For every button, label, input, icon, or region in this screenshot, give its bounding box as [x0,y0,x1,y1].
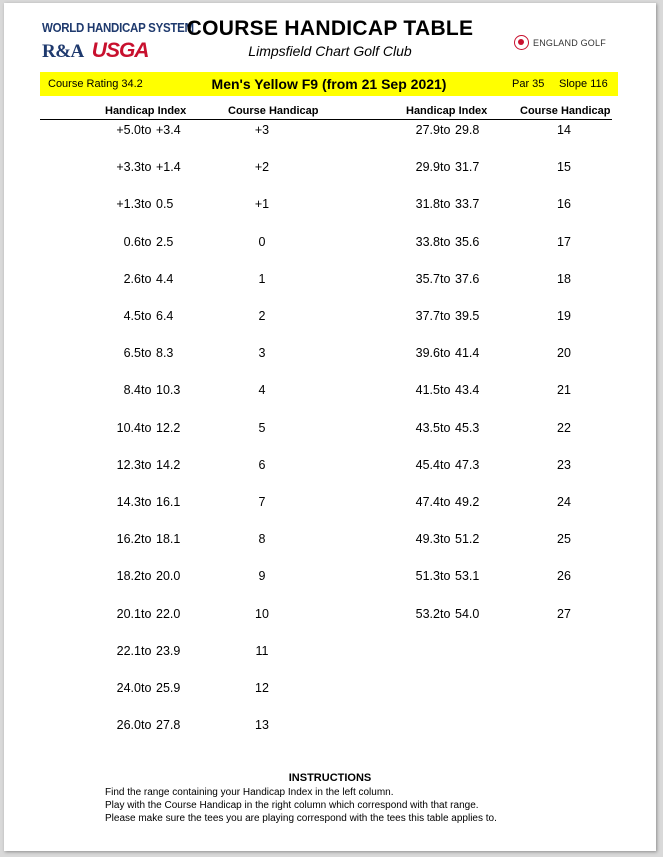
range-to-word: to [440,123,451,137]
range-from: 43.5 [415,420,440,435]
range-from: 10.4 [116,420,141,435]
range-to-word: to [440,197,451,212]
course-handicap-value: 13 [255,718,269,733]
tee-name: Men's Yellow F9 (from 21 Sep 2021) [211,76,447,92]
range-to: 14.2 [156,457,181,472]
range-from: +5.0 [116,123,141,137]
range-to-word: to [141,271,152,286]
course-handicap-value: 12 [255,681,269,695]
range-to-word: to [141,123,152,137]
range-to-word: to [440,234,451,249]
course-handicap-value: 22 [557,420,571,435]
range-to: +1.4 [156,160,181,175]
instructions-text [105,786,497,825]
range-from: 18.2 [116,569,141,584]
range-to: 45.3 [455,420,480,435]
range-from: 22.1 [116,643,141,658]
range-to: 27.8 [156,718,181,733]
document-page [4,3,656,851]
range-to: 16.1 [156,495,181,509]
range-to-word: to [440,532,451,547]
range-from: 45.4 [415,457,440,472]
range-to-word: to [440,420,451,435]
range-from: 47.4 [415,495,440,509]
range-to: 53.1 [455,569,480,584]
range-to: +3.4 [156,123,181,137]
range-to: 6.4 [156,309,174,323]
range-to-word: to [141,532,152,547]
range-from: 16.2 [116,532,141,547]
course-handicap-value: +3 [254,123,270,137]
course-handicap-value: +1 [254,197,270,212]
tee-banner [40,72,618,96]
course-handicap-value: 16 [557,197,571,212]
slope-value: Slope 116 [559,78,608,90]
range-to: 39.5 [455,309,480,323]
course-handicap-value: 3 [258,346,266,361]
range-to-word: to [141,606,152,621]
range-to: 0.5 [156,197,174,212]
range-from: 35.7 [415,271,440,286]
course-handicap-value: 21 [557,383,571,398]
course-handicap-value: 17 [557,234,571,249]
course-rating: Course Rating 34.2 [48,78,143,90]
range-to-word: to [141,643,152,658]
instruction-line: Find the range containing your Handicap Index in the left column. [105,787,394,798]
range-to-word: to [440,346,451,361]
range-to: 54.0 [455,606,480,621]
range-to: 51.2 [455,532,480,547]
range-to-word: to [141,457,152,472]
course-handicap-value: 2 [258,309,266,323]
range-to: 4.4 [156,271,174,286]
range-to-word: to [141,495,152,509]
range-to: 37.6 [455,271,480,286]
club-name: Limpsfield Chart Golf Club [248,43,412,59]
range-from: 8.4 [123,383,141,398]
range-to-word: to [141,681,152,695]
range-from: 26.0 [116,718,141,733]
header-course-handicap-left: Course Handicap [228,105,319,117]
range-from: +3.3 [116,160,141,175]
range-to-word: to [440,309,451,323]
range-to: 8.3 [156,346,174,361]
course-handicap-value: 9 [258,569,266,584]
ra-logo: R&A [42,41,84,62]
course-handicap-value: 6 [258,457,266,472]
course-handicap-value: +2 [254,160,270,175]
header-course-handicap-right: Course Handicap [520,105,611,117]
course-handicap-value: 8 [258,532,266,547]
range-from: 29.9 [415,160,440,175]
range-to-word: to [440,606,451,621]
course-handicap-value: 14 [557,123,571,137]
range-to-word: to [141,197,152,212]
course-handicap-value: 5 [258,420,266,435]
range-from: 27.9 [415,123,440,137]
range-to-word: to [141,718,152,733]
course-handicap-value: 15 [557,160,571,175]
whs-logo-text: WORLD HANDICAP SYSTEM [42,21,194,35]
range-to-word: to [141,383,152,398]
range-to: 20.0 [156,569,181,584]
par-value: Par 35 [512,78,545,90]
range-from: 53.2 [415,606,440,621]
course-handicap-value: 26 [557,569,571,584]
range-to-word: to [141,569,152,584]
range-from: 51.3 [415,569,440,584]
range-to-word: to [141,420,152,435]
range-to: 18.1 [156,532,181,547]
course-handicap-value: 1 [258,271,266,286]
range-to: 35.6 [455,234,480,249]
range-from: 31.8 [415,197,440,212]
range-to: 23.9 [156,643,181,658]
range-from: +1.3 [116,197,141,212]
course-handicap-value: 10 [255,606,269,621]
course-handicap-value: 4 [258,383,266,398]
range-to-word: to [141,234,152,249]
page-title: COURSE HANDICAP TABLE [186,17,474,40]
course-handicap-value: 20 [557,346,571,361]
instruction-line: Play with the Course Handicap in the right column which correspond with that range. [105,800,479,811]
range-to: 49.2 [455,495,480,509]
header-handicap-index-left: Handicap Index [105,105,187,117]
range-from: 37.7 [415,309,440,323]
range-from: 39.6 [415,346,440,361]
range-from: 41.5 [415,383,440,398]
range-to-word: to [440,383,451,398]
range-to-word: to [440,271,451,286]
range-to: 10.3 [156,383,181,398]
range-from: 6.5 [123,346,141,361]
course-handicap-value: 11 [255,643,269,658]
range-to: 25.9 [156,681,181,695]
range-to-word: to [141,309,152,323]
header-rule [40,119,612,120]
instruction-line: Please make sure the tees you are playing correspond with the tees this table applies to. [105,813,497,824]
range-from: 33.8 [415,234,440,249]
range-to-word: to [440,160,451,175]
range-from: 0.6 [123,234,141,249]
range-to-word: to [141,346,152,361]
range-to-word: to [141,160,152,175]
course-handicap-value: 19 [557,309,571,323]
header-handicap-index-right: Handicap Index [406,105,488,117]
range-to-word: to [440,569,451,584]
course-handicap-value: 25 [557,532,571,547]
range-to-word: to [440,495,451,509]
range-from: 20.1 [116,606,141,621]
range-from: 49.3 [415,532,440,547]
range-to: 22.0 [156,606,181,621]
range-from: 2.6 [123,271,141,286]
england-golf-text: ENGLAND GOLF [533,37,606,48]
range-to: 29.8 [455,123,480,137]
range-to: 12.2 [156,420,181,435]
rose-emblem-icon [514,35,529,50]
course-handicap-value: 27 [557,606,571,621]
england-golf-logo [514,35,606,50]
range-to: 43.4 [455,383,480,398]
range-from: 4.5 [123,309,141,323]
range-from: 24.0 [116,681,141,695]
instructions-title: INSTRUCTIONS [288,772,372,784]
course-handicap-value: 18 [557,271,571,286]
range-to: 31.7 [455,160,480,175]
course-handicap-value: 24 [557,495,571,509]
range-to: 47.3 [455,457,480,472]
range-from: 12.3 [116,457,141,472]
range-to: 33.7 [455,197,480,212]
course-handicap-value: 0 [258,234,266,249]
range-to: 2.5 [156,234,174,249]
range-to-word: to [440,457,451,472]
range-to: 41.4 [455,346,480,361]
course-handicap-value: 23 [557,457,571,472]
course-handicap-value: 7 [258,495,266,509]
usga-logo: USGA [91,39,149,62]
range-from: 14.3 [116,495,141,509]
